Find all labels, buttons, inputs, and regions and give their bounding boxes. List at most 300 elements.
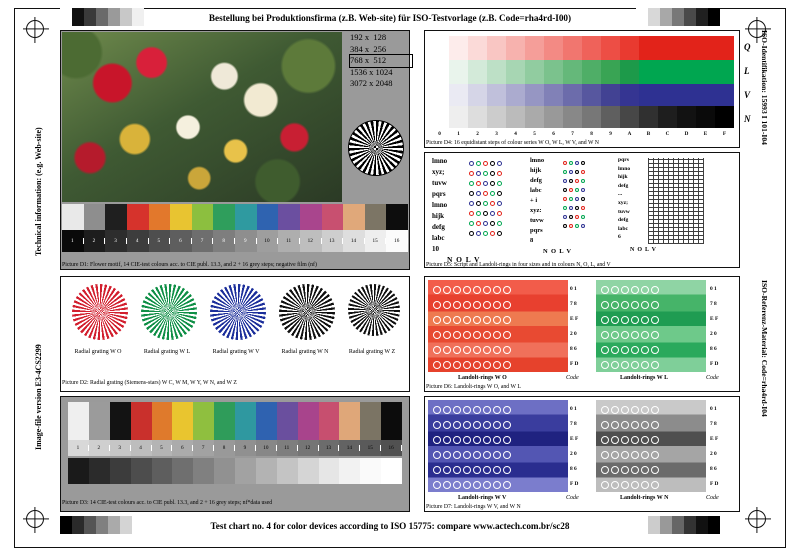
landolt-ring-icon [631,481,639,489]
grey-num: 16 [381,445,402,451]
landolt-ring-icon [490,211,495,216]
grey-num: 9 [235,445,256,451]
landolt-ring-icon [611,451,619,459]
landolt-row [432,402,564,417]
d4-scale-tick: 1 [457,131,460,137]
landolt-row [600,447,704,462]
landolt-ring-icon [433,406,441,414]
landolt-ring-icon [563,179,567,183]
landolt-ring-icon [497,191,502,196]
landolt-ring-icon [497,201,502,206]
resolution-option[interactable]: 1536 x 1024 [350,66,393,77]
landolt-ring-icon [651,436,659,444]
landolt-ring-icon [490,161,495,166]
resolution-option[interactable]: 3072 x 2048 [350,78,393,88]
top-right-grey-wedge [636,8,720,26]
landolt-ring-icon [569,161,573,165]
landolt-ring-icon [581,188,585,192]
landolt-ring-icon [581,179,585,183]
landolt-ring-icon [503,346,511,354]
script-line: lmno [432,201,448,209]
landolt-ring-icon [621,301,629,309]
code-line: 7 8 [710,421,717,427]
flower-motif-image [62,32,342,202]
grey-num: 2 [89,445,110,451]
landolt-ring-icon [651,346,659,354]
landolt-ring-icon [503,481,511,489]
script-line: 10 [432,245,439,253]
grey-num: 11 [277,445,298,451]
d4-row-green [430,60,734,84]
picture-d5-caption: Picture D5: Script and Landolt-rings in four sizes and in colours N, O, L, and V [426,262,611,268]
code-line: 0 1 [710,406,717,412]
landolt-ring-icon [503,436,511,444]
landolt-ring-icon [621,421,629,429]
landolt-ring-icon [569,179,573,183]
grey-num: 7 [193,445,214,451]
script-line: pqrs [432,190,446,198]
d5-script-col3-footer: N O L V [630,247,656,253]
registration-mark-top-left [26,20,44,38]
d6-right-title: Landolt-rings W L [620,375,669,381]
landolt-ring-icon [476,221,481,226]
code-line: F D [710,481,719,487]
d4-row-grey [430,106,734,128]
d5-script-col2-footer: N O L V [543,248,572,255]
d3-cie-colour-strip [68,402,402,440]
landolt-row [562,185,610,194]
grey-num: 12 [300,238,322,244]
landolt-ring-icon [621,481,629,489]
grey-num: 5 [152,445,173,451]
code-line: E F [570,436,579,442]
landolt-ring-icon [601,286,609,294]
d4-scale-tick: E [703,131,708,137]
landolt-row [468,218,528,228]
landolt-ring-icon [651,481,659,489]
landolt-ring-icon [493,421,501,429]
script-line: defg [530,177,542,184]
landolt-ring-icon [473,361,481,369]
landolt-ring-icon [443,316,451,324]
landolt-ring-icon [651,301,659,309]
landolt-ring-icon [497,171,502,176]
grey-num: 3 [110,445,131,451]
landolt-ring-icon [621,316,629,324]
landolt-ring-icon [453,316,461,324]
landolt-ring-icon [611,331,619,339]
d6-right-code-label: Code [706,375,719,381]
registration-mark-bottom-right [748,510,766,528]
landolt-row [600,342,704,357]
d3-grey-ramp-strip [68,458,402,484]
landolt-ring-icon [463,481,471,489]
landolt-ring-icon [575,215,579,219]
landolt-ring-icon [601,466,609,474]
d6-left-title: Landolt-rings W O [458,375,507,381]
d4-scale-tick: 2 [476,131,479,137]
landolt-ring-icon [473,436,481,444]
landolt-row [600,432,704,447]
landolt-ring-icon [483,421,491,429]
landolt-ring-icon [497,211,502,216]
landolt-ring-icon [476,161,481,166]
landolt-ring-icon [601,421,609,429]
landolt-ring-icon [611,346,619,354]
d4-scale-tick: 5 [533,131,536,137]
landolt-row [432,312,564,327]
landolt-ring-icon [469,211,474,216]
landolt-ring-icon [463,436,471,444]
d4-scale-tick: 0 [438,131,441,137]
grey-num: 1 [68,445,89,451]
landolt-ring-icon [563,224,567,228]
landolt-row [600,297,704,312]
landolt-ring-icon [453,361,461,369]
landolt-ring-icon [641,331,649,339]
landolt-ring-icon [453,406,461,414]
landolt-ring-icon [641,316,649,324]
d7-right-code-label: Code [706,495,719,501]
landolt-ring-icon [483,171,488,176]
grey-num: 10 [257,238,279,244]
image-file-version-label: Image-file version E3-4CS2299 [34,344,43,450]
d4-scale-tick: 3 [495,131,498,137]
landolt-ring-icon [575,224,579,228]
radial-grating-z [348,284,400,336]
landolt-ring-icon [443,481,451,489]
landolt-ring-icon [575,170,579,174]
landolt-ring-icon [490,181,495,186]
landolt-ring-icon [483,211,488,216]
script-line: tuvw [432,179,447,187]
landolt-ring-icon [641,421,649,429]
landolt-ring-icon [631,316,639,324]
landolt-ring-icon [621,406,629,414]
landolt-row [432,417,564,432]
landolt-ring-icon [651,466,659,474]
landolt-ring-icon [563,188,567,192]
d7-left-title: Landolt-rings W V [458,495,507,501]
landolt-ring-icon [631,301,639,309]
landolt-ring-icon [575,206,579,210]
landolt-ring-icon [443,286,451,294]
landolt-ring-icon [443,346,451,354]
landolt-ring-icon [641,451,649,459]
landolt-ring-icon [611,301,619,309]
landolt-ring-icon [463,361,471,369]
landolt-ring-icon [483,231,488,236]
landolt-ring-icon [443,361,451,369]
landolt-ring-icon [569,206,573,210]
landolt-ring-icon [611,436,619,444]
code-line: 8 6 [710,346,717,352]
landolt-row [600,327,704,342]
landolt-ring-icon [443,466,451,474]
code-line: 0 1 [570,406,577,412]
code-line: F D [570,481,579,487]
code-line: 0 1 [710,286,717,292]
landolt-ring-icon [575,161,579,165]
landolt-ring-icon [493,481,501,489]
landolt-ring-icon [611,361,619,369]
landolt-ring-icon [483,346,491,354]
d4-scale-tick: D [684,131,689,137]
landolt-ring-icon [621,346,629,354]
landolt-ring-icon [473,466,481,474]
script-line: labc [432,234,445,242]
code-line: 7 8 [570,421,577,427]
d4-scale-tick: 8 [590,131,593,137]
resolution-option-selected[interactable]: 768 x 512 [350,55,412,67]
script-line: 8 [530,237,534,244]
landolt-ring-icon [497,221,502,226]
landolt-ring-icon [490,191,495,196]
grey-num: 12 [298,445,319,451]
code-line: 7 8 [570,301,577,307]
script-line: hijk [618,174,628,181]
code-line: E F [710,316,719,322]
grey-num: 13 [322,238,344,244]
landolt-ring-icon [621,331,629,339]
landolt-ring-icon [469,161,474,166]
landolt-ring-icon [483,286,491,294]
script-line: lmno [530,157,545,164]
landolt-ring-icon [631,286,639,294]
landolt-ring-icon [611,406,619,414]
landolt-ring-icon [563,206,567,210]
landolt-ring-icon [490,221,495,226]
landolt-ring-icon [473,406,481,414]
landolt-ring-icon [631,361,639,369]
d6-left-code-label: Code [566,375,579,381]
landolt-ring-icon [483,436,491,444]
landolt-row [562,203,610,212]
landolt-ring-icon [503,361,511,369]
code-line: E F [710,436,719,442]
radial-grating-yellow [210,284,266,340]
landolt-ring-icon [473,421,481,429]
landolt-row [468,198,528,208]
landolt-row [562,167,610,176]
d4-scale-tick: 6 [552,131,555,137]
script-line: xyz: [530,207,542,214]
landolt-row [468,178,528,188]
grey-num: 7 [192,238,214,244]
landolt-ring-icon [601,481,609,489]
landolt-ring-icon [575,179,579,183]
landolt-ring-icon [473,451,481,459]
landolt-ring-icon [443,301,451,309]
code-line: 7 8 [710,301,717,307]
landolt-ring-icon [503,331,511,339]
landolt-ring-icon [476,201,481,206]
landolt-ring-icon [453,286,461,294]
radial-grating-label-l: Radial grating W L [143,349,191,355]
landolt-ring-icon [463,406,471,414]
landolt-ring-icon [503,421,511,429]
landolt-ring-icon [433,421,441,429]
iso-reference-material-label: ISO-Referenz-Material: Code=rha4rd-I04 [760,280,769,417]
landolt-ring-icon [631,466,639,474]
script-line: labc [530,187,542,194]
top-left-grey-wedge [60,8,144,26]
script-line: defg [618,182,629,189]
landolt-row [600,477,704,492]
landolt-row [468,228,528,238]
landolt-row [468,208,528,218]
landolt-ring-icon [493,466,501,474]
landolt-ring-icon [483,181,488,186]
landolt-row [562,221,610,230]
landolt-ring-icon [641,466,649,474]
landolt-row [432,357,564,372]
landolt-ring-icon [433,436,441,444]
landolt-ring-icon [483,201,488,206]
landolt-ring-icon [463,316,471,324]
photo-siemens-star [348,120,404,176]
landolt-row [562,194,610,203]
landolt-ring-icon [453,301,461,309]
code-line: E F [570,316,579,322]
d4-scale-tick: 7 [571,131,574,137]
radial-grating-label-o: Radial grating W O [74,349,122,355]
landolt-ring-icon [611,421,619,429]
script-line: 6 [618,234,621,241]
landolt-ring-icon [631,421,639,429]
grey-num: 1 [62,238,84,244]
radial-grating-label-z: Radial grating W Z [348,349,396,355]
landolt-ring-icon [503,316,511,324]
script-line: defg [618,217,629,224]
letter-q: Q [744,42,751,52]
registration-mark-bottom-left [26,510,44,528]
letter-l: L [744,66,750,76]
code-line: 8 6 [570,346,577,352]
landolt-ring-icon [631,346,639,354]
landolt-row [562,176,610,185]
d4-row-red [430,36,734,60]
landolt-ring-icon [433,286,441,294]
landolt-ring-icon [453,481,461,489]
landolt-ring-icon [569,215,573,219]
script-line: hijk [530,167,542,174]
grey-num: 10 [256,445,277,451]
d7-right-title: Landolt-rings W N [620,495,669,501]
landolt-ring-icon [453,451,461,459]
landolt-ring-icon [569,188,573,192]
landolt-ring-icon [483,406,491,414]
script-line: xyz; [618,199,628,206]
picture-d6-caption: Picture D6: Landolt-rings W O, and W L [426,384,521,390]
landolt-ring-icon [631,331,639,339]
landolt-ring-icon [503,301,511,309]
landolt-ring-icon [651,406,659,414]
landolt-ring-icon [601,331,609,339]
landolt-ring-icon [641,286,649,294]
landolt-ring-icon [453,436,461,444]
landolt-ring-icon [443,421,451,429]
radial-grating-magenta [141,284,197,340]
page-footer: Test chart no. 4 for color devices according to ISO 15775: compare www.actech.com.br/sc28 [210,521,570,531]
landolt-ring-icon [443,436,451,444]
landolt-ring-icon [493,286,501,294]
landolt-ring-icon [651,316,659,324]
landolt-ring-icon [483,361,491,369]
landolt-ring-icon [503,466,511,474]
landolt-row [600,357,704,372]
landolt-ring-icon [443,406,451,414]
grey-num: 2 [84,238,106,244]
landolt-ring-icon [621,286,629,294]
d4-scale-numbers [430,129,734,139]
landolt-ring-icon [641,301,649,309]
iso-identification-label: ISO-Identifikation: 15993 I 101-I04 [760,30,769,145]
landolt-ring-icon [433,301,441,309]
landolt-ring-icon [611,481,619,489]
script-line: + i [530,197,538,204]
landolt-ring-icon [483,221,488,226]
landolt-ring-icon [631,436,639,444]
script-line: lmno [618,165,631,172]
landolt-ring-icon [575,197,579,201]
resolution-list [350,32,412,90]
landolt-ring-icon [443,331,451,339]
landolt-ring-icon [473,331,481,339]
landolt-ring-icon [497,161,502,166]
script-line: labc [618,225,628,232]
landolt-ring-icon [490,201,495,206]
landolt-ring-icon [469,171,474,176]
landolt-ring-icon [463,451,471,459]
d5-landolt-grid-2 [562,158,610,244]
landolt-ring-icon [473,286,481,294]
landolt-ring-icon [569,224,573,228]
landolt-ring-icon [433,451,441,459]
grey-num: 6 [170,238,192,244]
resolution-option[interactable]: 192 x 128 [350,32,387,42]
d6-left-codes [570,282,578,372]
landolt-ring-icon [581,215,585,219]
landolt-ring-icon [483,481,491,489]
landolt-ring-icon [469,221,474,226]
landolt-ring-icon [490,231,495,236]
landolt-row [600,462,704,477]
d1-grey-step-numbers [62,232,408,250]
landolt-row [432,297,564,312]
d5-script-column-1 [432,156,466,255]
code-line: 8 6 [570,466,577,472]
grey-num: 8 [213,238,235,244]
landolt-ring-icon [569,197,573,201]
resolution-option[interactable]: 384 x 256 [350,43,387,54]
landolt-ring-icon [469,201,474,206]
radial-grating-cyan [72,284,128,340]
landolt-row [432,477,564,492]
page-title: Bestellung bei Produktionsfirma (z.B. Web-site) für ISO-Testvorlage (z.B. Code=rha4rd-I00) [208,13,572,23]
code-line: F D [570,361,579,367]
landolt-ring-icon [563,161,567,165]
landolt-ring-icon [621,466,629,474]
landolt-ring-icon [463,346,471,354]
landolt-ring-icon [631,406,639,414]
picture-d4-caption: Picture D4: 16 equidistant steps of colour series W O, W L, W V, and W N [426,140,599,146]
picture-d7-caption: Picture D7: Landolt-rings W V, and W N [426,504,521,510]
grey-num: 13 [319,445,340,451]
landolt-ring-icon [433,466,441,474]
landolt-ring-icon [473,346,481,354]
landolt-row [432,282,564,297]
